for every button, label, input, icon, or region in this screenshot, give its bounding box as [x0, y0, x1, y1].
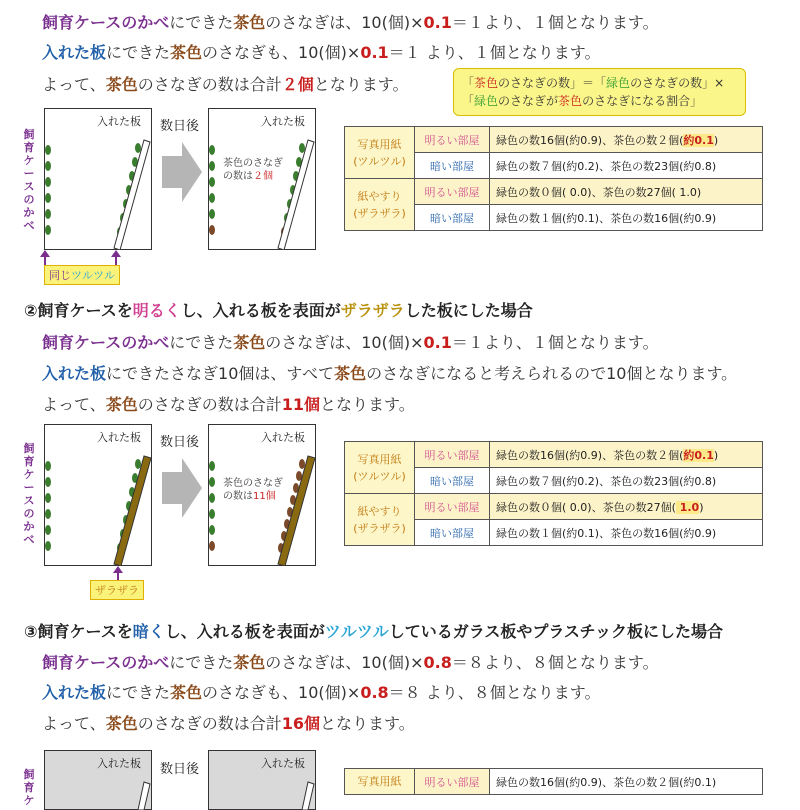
- s3-case-after: [208, 750, 316, 810]
- s2-board-label: 入れた板: [97, 431, 141, 444]
- s1-group-sandpaper: 紙やすり (ザラザラ): [345, 179, 415, 231]
- s2-case-after: [208, 424, 316, 566]
- s1-arrow-icon: [162, 142, 202, 202]
- s2-line1: 飼育ケースのかべにできた茶色のさなぎは、10(個)×0.1＝１より、１個となります。: [42, 333, 659, 352]
- s1-pupae-before: [44, 108, 152, 250]
- s1-group-paper: 写真用紙 (ツルツル): [345, 127, 415, 179]
- s3-line3: よって、茶色のさなぎの数は合計16個となります。: [42, 714, 415, 733]
- s1-surface-tag: 同じツルツル: [44, 265, 120, 285]
- s2-r1: 緑色の数16個(約0.9)、茶色の数２個(約0.1): [490, 442, 763, 468]
- s1-line3: よって、茶色のさなぎの数は合計２個となります。: [42, 75, 409, 94]
- s1-inner-text: 茶色のさなぎ の数は２個: [223, 158, 283, 182]
- s2-pupae-before: [44, 424, 152, 566]
- formula-note: [453, 68, 746, 116]
- s2-inner-text: 茶色のさなぎ の数は11個: [223, 478, 283, 502]
- note-line1: 「茶色のさなぎの数」＝「緑色のさなぎの数」×: [462, 76, 725, 90]
- s2-days-label: 数日後: [160, 435, 200, 450]
- s3-line1: 飼育ケースのかべにできた茶色のさなぎは、10(個)×0.8＝８より、８個となります。: [42, 653, 659, 672]
- s3-results-table: 写真用紙 明るい部屋 緑色の数16個(約0.9)、茶色の数２個(約0.1): [344, 768, 763, 795]
- s2-line2: 入れた板にできたさなぎ10個は、すべて茶色のさなぎになると考えられるので10個となります。: [42, 364, 738, 383]
- s2-results-table: 写真用紙 (ツルツル) 明るい部屋 緑色の数16個(約0.9)、茶色の数２個(約0.1) 暗い部屋 緑色の数７個(約0.2)、茶色の数23個(約0.8) 紙やすり (ザラザラ) 明るい部屋 緑色の数０個( 0.0)、茶色の数27個( 1.0) 暗い部屋 緑色の数１個(約0.1)、茶色の数16個(約0.9): [344, 441, 763, 546]
- s1-line2: 入れた板にできた茶色のさなぎも、10(個)×0.1＝１ より、１個となります。: [42, 43, 601, 62]
- s2-board-label-after: 入れた板: [261, 431, 305, 444]
- s2-r3: 緑色の数０個( 0.0)、茶色の数27個( 1.0): [490, 494, 763, 520]
- s1-line1: 飼育ケースのかべにできた茶色のさなぎは、10(個)×0.1＝１より、１個となります。: [42, 13, 659, 32]
- s3-line2: 入れた板にできた茶色のさなぎも、10(個)×0.8＝８ より、８個となります。: [42, 683, 601, 702]
- s1-case-before: [44, 108, 152, 250]
- s1-days-label: 数日後: [160, 119, 200, 134]
- s2-line3: よって、茶色のさなぎの数は合計11個となります。: [42, 395, 415, 414]
- s1-board-label-after: 入れた板: [261, 115, 305, 128]
- s1-r1: 緑色の数16個(約0.9)、茶色の数２個(約0.1): [490, 127, 763, 153]
- s3-wall-label: 飼育ケ: [23, 768, 35, 807]
- s2-group-paper: 写真用紙 (ツルツル): [345, 442, 415, 494]
- s2-wall-label: 飼育ケースのかべ: [23, 442, 35, 546]
- s3-case-before: [44, 750, 152, 810]
- s3-board-label: 入れた板: [97, 757, 141, 770]
- s1-board-label: 入れた板: [97, 115, 141, 128]
- s3-board-label-after: 入れた板: [261, 757, 305, 770]
- s2-surface-tag: ザラザラ: [90, 580, 144, 600]
- s1-wall-label: 飼育ケースのかべ: [23, 128, 35, 232]
- note-line2: 「緑色のさなぎが茶色のさなぎになる割合」: [462, 94, 703, 108]
- s2-arrow-icon: [162, 458, 202, 518]
- s2-group-sandpaper: 紙やすり (ザラザラ): [345, 494, 415, 546]
- s2-case-before: [44, 424, 152, 566]
- s1-results-table: 写真用紙 (ツルツル) 明るい部屋 緑色の数16個(約0.9)、茶色の数２個(約0.1) 暗い部屋 緑色の数７個(約0.2)、茶色の数23個(約0.8) 紙やすり (ザラザラ) 明るい部屋 緑色の数０個( 0.0)、茶色の数27個( 1.0) 暗い部屋 緑色の数１個(約0.1)、茶色の数16個(約0.9): [344, 126, 763, 231]
- s3-heading: ③飼育ケースを暗くし、入れる板を表面がツルツルしているガラス板やプラスチック板にした場合: [24, 622, 724, 641]
- s3-days-label: 数日後: [160, 762, 200, 777]
- s1-up-arrow2-icon: [111, 250, 121, 266]
- s1-case-after: [208, 108, 316, 250]
- s2-heading: ②飼育ケースを明るくし、入れる板を表面がザラザラした板にした場合: [24, 301, 533, 320]
- s1-up-arrow-icon: [40, 250, 50, 266]
